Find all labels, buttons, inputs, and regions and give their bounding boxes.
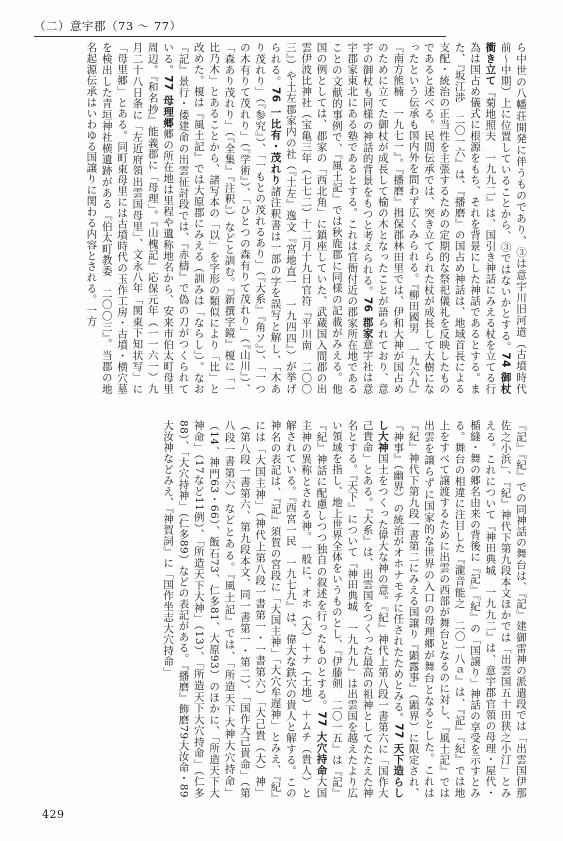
entry-text: 『記』『紀』での同神話の舞台は、『記』建御雷神の派遣段では「出雲国伊那佐之小浜」、『紀』神代下第九段本文ほかでは「出雲国五十田狭之小汀」とみえる。これについて『神田典城 一九九二』は、意宇郡官領の母理・屋代・楯縫・舞の郷名由来の背後に『記』『紀』の「国譲り」神話の享受を示すとみる。舞台の相違に注目した『瀧音能之 二〇一八ａ』は、『記』『紀』では地上をすべて譲渡するために出雲の西部が舞台となるのに対し、『風土記』では出雲を譲らずに国家的な世界の入口の母理郷が舞台となるとした。これは『紀』神代下第九段一書第二にみえる国譲り『顕露事』（顕界）に限定され、『神事』（幽界）の統治がオホナモチに任されたためとみる。: [392, 420, 527, 798]
entry-text: この神名の表記は、『記』須賀の宮段に「大国主神」「大穴牟遅神」とみえ、『紀』には「大国主神」（神代上第八段一書第一・一書第六）「大己貴（大）神」（第八段一書第六、第九段本文、同一書第一・第二）、「国作大己貴命」（第八段一書第六）などとある。: [223, 420, 297, 798]
body-paragraph: [83, 42, 528, 394]
entry-heading: 76 郡家: [361, 296, 374, 339]
entry-text: 諸注釈書は一部の字を誤写と解し、「木あり茂れり」（『参究』）、「一もとの茂れるあり」（『大系』『角ソ』）、「一つの木有りて茂れり」（『学術』）、「ひとつの森有りて茂れり」（『山川』）、「森あり茂れり」（『全集』『注釈』）などと訓む。『新撰字鏡』榎に「一比乃木」とあることから、諸写本の「以」を字形の類似により「比」と改めた。榎は『風土記』では大原郡にみえる（訓みは「ならし」）。なお『記』景行・倭建命の出雲征討段では、『赤檮』で偽の刀がつくられている。: [162, 42, 282, 394]
entry-text: 『風土記』では、「所造天下大神大穴持命」（14、神門63・66）、飯石73、仁多81、大原93）のほかに、「所造天下大神命」（17など11例）、「所造天下大神」（13）、「所造天下大穴持命」（仁多88）、「大穴持神」（仁多89）などの表記がある。『播磨』飾磨79大汝命・89大汝神などみえ、『神賀詞』に「国作坐志大穴持命」: [162, 420, 236, 798]
entry-text: ら中世の八幡荘開発に伴うものであり、③は意宇川旧河道（古墳時代前〜中期）上に位置していることから、③ではないかとする。: [499, 42, 527, 394]
running-title: （二）意宇郡（73 〜 77）: [34, 19, 182, 33]
body-paragraph: [160, 420, 528, 798]
entry-text: 郷の所在地は里程や遺称地名から、安来市伯太町母里周辺。『和名抄』能義郡に「母理」。『山槐記』応保元年（一一六一）九月二十八日条に「左近府領出雲国母里」、文永八年「関東下知状写」に「母里郷」とある。同町東母里には古墳時代の玉作工房・古墳・横穴墓を検出した青垣神社横遺跡がある『伯太町教委 二〇〇三』。: [100, 42, 175, 394]
page-number: 429: [42, 808, 65, 821]
entry-text: 国土をつくった偉大な神の意。『紀』神代上第八段一書第六に「国作大己貴命」とある。『大系』は、出雲国をつくった最高の祖神としてたたえた神名とする。『天下』について『神田典城 一九九九』は出雲国を越えたより広い領域を指し、地上世界全体をいうものとし、『伊藤剣 二〇一五』は『記』『紀』神話に配慮しつつ独自の叙述を行ったものとする。: [315, 420, 389, 798]
entry-text: 『菊地照夫 一九九二』は、国引き神話にみえる杖を立てる行為は国占め儀式に根源をもち、それを背景にした神話であるとする。また、『坂江渉 二〇一六』は、『播磨』の国占め神話は、地域首長による支配・統治の正当性を主張するための定期的な祭祀儀礼を反映したものであると述べる。民間伝承では、突き立てられた杖が成長して大樹になったという伝承も国内外を問わず広くみられる。『柳田國男 一九六九』『南方熊楠 一九七一』。『播磨』揖保郡林田里では、伊和大神が国占めのために立てた御杖が成長して榆の木となったことが語られており、意宇の御杖も同様の神話的背景をもつと考えられる。: [361, 42, 497, 394]
entry-text: 当郡の地名起源伝承はいわゆる国譲りに関わる内容とされる。一方: [85, 42, 113, 394]
entry-heading: 77 母理郷: [162, 75, 175, 129]
upper-text-block: [36, 42, 528, 394]
entry-heading: 76 一比有・茂れり: [269, 87, 282, 186]
entry-heading: 77 大穴持命: [315, 711, 328, 776]
page-header: [34, 18, 454, 34]
entry-heading: 74 御杖衝き立て: [484, 42, 512, 394]
header-rule: [34, 36, 446, 37]
entry-text: 意宇社は意宇郡家東北にある塾であるとする。これは官衙付近の郡家所在地であることの文献的事例で、『風土記』では秋鹿郡に同様の記載がみえる。他国の例としては、郡家の「西北角」に鎮座していた、武蔵国入間郡の出雲伊波比神社（宝亀三年（七七二）十二月十九日官符『平川南 二〇〇三』）や土左郡家内の社（『土左』逸文『宮地直一 一九四四』）が挙げられる。: [269, 42, 374, 394]
entry-heading: 77 天下造らしし大神: [376, 420, 405, 798]
lower-text-block: [36, 420, 528, 798]
entry-text: 大国主神の異称とされる神。一般に、オホ（大）＋ナ（土地）＋ムチ（貴人）と解されている。『西宮一民 一九七九』は、偉大な鉄穴の貴人と解する。: [284, 420, 328, 798]
